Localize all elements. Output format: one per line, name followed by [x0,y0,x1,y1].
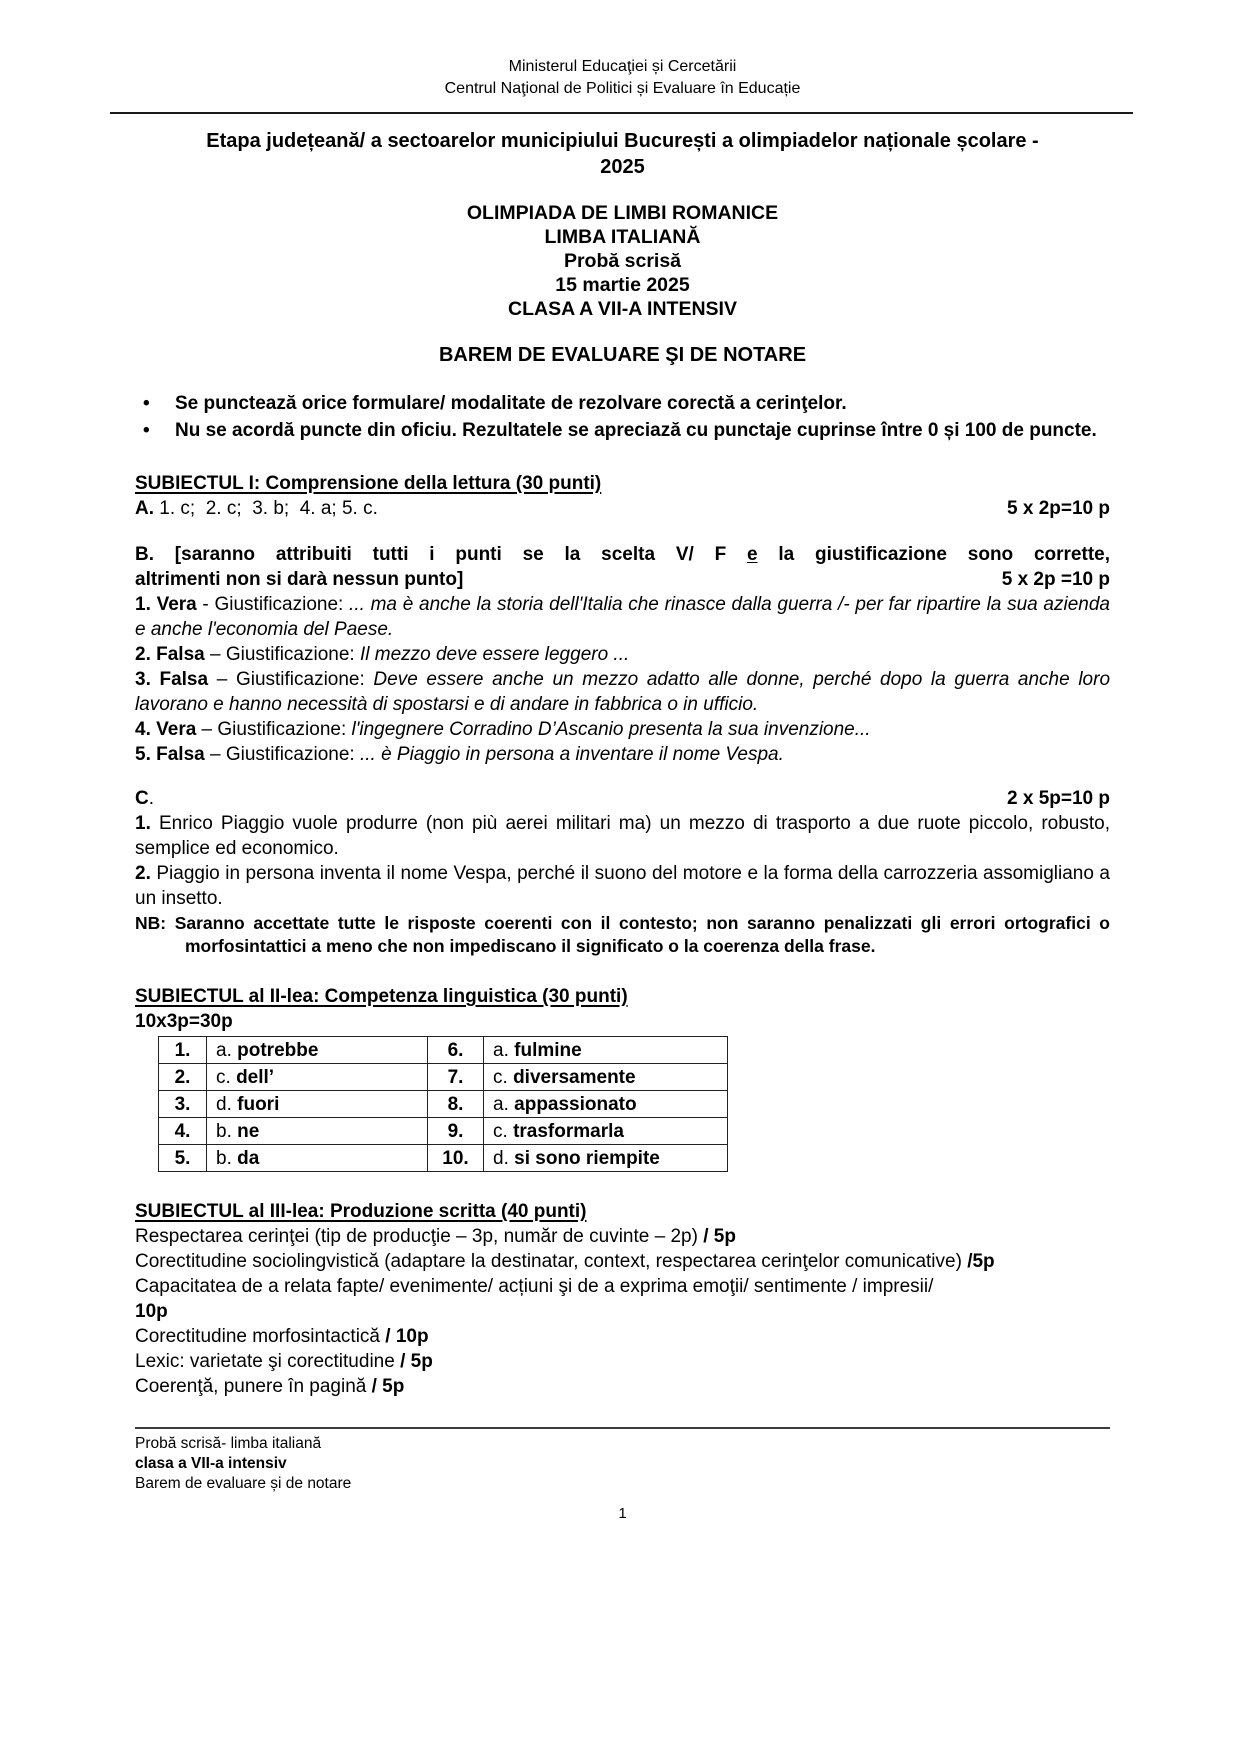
item-number-cell: 8. [428,1091,484,1118]
answer-cell [207,1064,428,1091]
answer-cell [484,1145,728,1172]
vf-item-4 [135,717,1110,742]
vf-item-2 [135,642,1110,667]
criterion-line [135,1374,1110,1399]
criterion-points: 10p [135,1301,168,1322]
page-title [135,128,1110,180]
answer-word: si sono riempite [514,1147,660,1169]
answer-cell [484,1037,728,1064]
item-number-cell: 10. [428,1145,484,1172]
vf-separator: – [204,644,226,665]
item-number-cell: 2. [159,1064,207,1091]
vf-quote: ... è Piaggio in persona a inventare il nome Vespa. [359,744,784,765]
subject1-c-dot: . [148,788,155,809]
answer-letter: c. [493,1066,508,1088]
nb-note [135,912,1110,958]
answer-letter: a. [493,1039,509,1061]
vf-answer: 4. Vera [135,719,197,740]
subject1-c-label: C [135,788,149,809]
subject2-heading: SUBIECTUL al II-lea: Competenza linguistica (30 punti) [135,986,628,1007]
answer-word: potrebbe [237,1039,319,1061]
exam-type: Probă scrisă [563,250,682,272]
subject1-b-intro-e: e [747,544,758,565]
subject1-c-block [135,786,1116,958]
criterion-points: / 5p [400,1351,433,1372]
criterion-text: Capacitatea de a relata fapte/ evenimente/ acțiuni şi de a exprima emoţii/ sentimente / impresii/ [135,1276,934,1297]
subtitle-block [135,201,1110,321]
vf-answer: 1. Vera [135,594,197,615]
vf-separator: - [196,594,215,615]
vf-item-1 [135,592,1110,642]
page-title-line2: 2025 [600,156,645,178]
ministry-header [135,56,1110,100]
subject1-c-line [135,786,1110,811]
subject3-heading: SUBIECTUL al III-lea: Produzione scritta (40 punti) [135,1201,587,1222]
answer-letter: c. [493,1120,508,1142]
item-number-cell: 9. [428,1118,484,1145]
answers-table [158,1036,728,1172]
vf-separator: – [204,744,226,765]
subject1-a-score: 5 x 2p=10 p [1007,498,1110,519]
item-number-cell: 1. [159,1037,207,1064]
subject1-a-answers [135,496,378,521]
subject1-b-score: 5 x 2p =10 p [1001,569,1110,590]
answer-letter: d. [493,1147,509,1169]
criterion-points: / 10p [385,1326,429,1347]
answer-word: da [237,1147,260,1169]
c-item-number: 1. [135,813,151,834]
answer-word: trasformarla [513,1120,624,1142]
vf-separator: – [196,719,218,740]
criterion-text: Coerenţă, punere în pagină [135,1376,372,1397]
subject1-b-intro [135,542,1110,567]
barem-heading: BAREM DE EVALUARE ŞI DE NOTARE [438,344,807,366]
subject1-a-label: A. [135,498,154,519]
criterion-line [135,1274,1110,1299]
criterion-line [135,1324,1110,1349]
subject1-b-intro-end [135,567,1110,592]
item-number-cell: 7. [428,1064,484,1091]
answer-letter: d. [216,1093,232,1115]
answer-cell [484,1118,728,1145]
nb-label: NB: [135,913,167,933]
table-row [159,1145,728,1172]
criterion-points: / 5p [371,1376,405,1397]
c-item-1 [135,811,1116,861]
olympiad-name: OLIMPIADA DE LIMBI ROMANICE [466,202,779,224]
subject1-b-block [135,542,1110,767]
c-item-text: Piaggio in persona inventa il nome Vespa, perché il suono del motore e la forma della carrozzeria assomigliano a un insetto. [135,863,1116,909]
nb-text: Saranno accettate tutte le risposte coerenti con il contesto; non saranno penalizzati gli errori ortografici o morfosintattici a meno che non impediscano il significato o la coerenza della frase. [174,913,1110,956]
subject1-c-score: 2 x 5p=10 p [1007,788,1110,809]
table-row [159,1064,728,1091]
answer-word: diversamente [513,1066,636,1088]
vf-just-label: Giustificazione: [217,719,352,740]
vf-just-label: Giustificazione: [214,594,350,615]
criterion-line [135,1349,1110,1374]
criterion-text: Respectarea cerinţei (tip de producţie – 3p, număr de cuvinte – 2p) [135,1226,704,1247]
subject1-a-values: 1. c; 2. c; 3. b; 4. a; 5. c. [154,498,378,519]
subject1-b-intro-pre: B. [saranno attribuiti tutti i punti se la scelta V/ F [135,544,747,565]
answer-cell [207,1145,428,1172]
answer-word: ne [237,1120,260,1142]
general-rules-list [135,391,1110,444]
vf-item-5 [135,742,1110,767]
subject1-c-label-wrap [135,786,154,811]
item-number-cell: 5. [159,1145,207,1172]
criterion-line [135,1249,1110,1274]
page-title-line1: Etapa județeană/ a sectoarelor municipiului București a olimpiadelor naționale școlare - [206,130,1039,152]
answer-cell [207,1091,428,1118]
vf-item-3 [135,667,1110,717]
answer-cell [484,1091,728,1118]
vf-just-label: Giustificazione: [235,669,374,690]
rule-item: • Se punctează orice formulare/ modalitate de rezolvare corectă a cerinţelor. [135,391,1110,417]
item-number-cell: 6. [428,1037,484,1064]
criterion-points: / 5p [703,1226,736,1247]
c-item-2 [135,861,1116,911]
center-name: Centrul Naţional de Politici și Evaluare în Educație [444,80,801,97]
answer-word: fulmine [514,1039,582,1061]
rule-item: • Nu se acordă puncte din oficiu. Rezultatele se apreciază cu punctaje cuprinse între 0 și 100 de puncte. [135,418,1110,444]
answer-letter: c. [216,1066,231,1088]
c-item-number: 2. [135,863,151,884]
criterion-text: Corectitudine sociolingvistică (adaptare la destinatar, context, respectarea cerinţelor comunicative) [135,1251,968,1272]
ministry-name: Ministerul Educaţiei și Cercetării [508,58,737,75]
vf-quote: Il mezzo deve essere leggero ... [359,644,630,665]
page-number: 1 [618,1505,627,1522]
footer-divider [135,1427,1110,1429]
vf-quote: Deve essere anche un mezzo adatto alle donne, perché dopo la guerra anche loro lavorano e hanno necessità di spostarsi e di andare in fabbrica o in ufficio. [135,669,1111,715]
language-name: LIMBA ITALIANĂ [544,226,701,248]
vf-quote: l'ingegnere Corradino D’Ascanio presenta la sua invenzione... [351,719,871,740]
answer-cell [207,1037,428,1064]
vf-separator: – [208,669,236,690]
answer-word: appassionato [514,1093,637,1115]
item-number-cell: 3. [159,1091,207,1118]
answer-letter: b. [216,1147,232,1169]
answer-letter: a. [216,1039,232,1061]
header-divider [110,112,1133,114]
subject1-b-intro-tail: altrimenti non si darà nessun punto] [135,569,464,590]
class-level: CLASA A VII-A INTENSIV [508,298,737,320]
vf-answer: 2. Falsa [135,644,205,665]
criterion-text: Corectitudine morfosintactică [135,1326,386,1347]
table-row [159,1037,728,1064]
vf-answer: 3. Falsa [135,669,209,690]
answer-cell [484,1064,728,1091]
answer-cell [207,1118,428,1145]
answer-word: dell’ [236,1066,275,1088]
criterion-line [135,1224,1110,1249]
answer-word: fuori [237,1093,280,1115]
c-item-text: Enrico Piaggio vuole produrre (non più aerei militari ma) un mezzo di trasporto a due ruote piccolo, robusto, semplice ed economico. [135,813,1116,859]
answer-letter: b. [216,1120,232,1142]
item-number-cell: 4. [159,1118,207,1145]
criterion-text: Lexic: varietate şi corectitudine [135,1351,401,1372]
vf-just-label: Giustificazione: [225,644,360,665]
vf-quote: ... ma è anche la storia dell'Italia che rinasce dalla guerra /- per far ripartire la sua azienda e anche l'economia del Paese. [135,594,1110,640]
table-row [159,1118,728,1145]
vf-answer: 5. Falsa [135,744,205,765]
exam-date: 15 martie 2025 [555,274,690,296]
criterion-points: /5p [967,1251,995,1272]
answer-letter: a. [493,1093,509,1115]
table-row [159,1091,728,1118]
subject1-b-intro-post: la giustificazione sono corrette, [757,544,1110,565]
footer-class-level: clasa a VII-a intensiv [135,1455,287,1472]
document-footer [135,1434,1110,1494]
subject2-points: 10x3p=30p [135,1011,233,1032]
footer-exam-type: Probă scrisă- limba italiană [135,1435,322,1452]
subject1-heading: SUBIECTUL I: Comprensione della lettura (30 punti) [135,473,602,494]
subject1-a-line [135,496,1110,521]
footer-barem: Barem de evaluare și de notare [135,1475,352,1492]
vf-just-label: Giustificazione: [225,744,360,765]
